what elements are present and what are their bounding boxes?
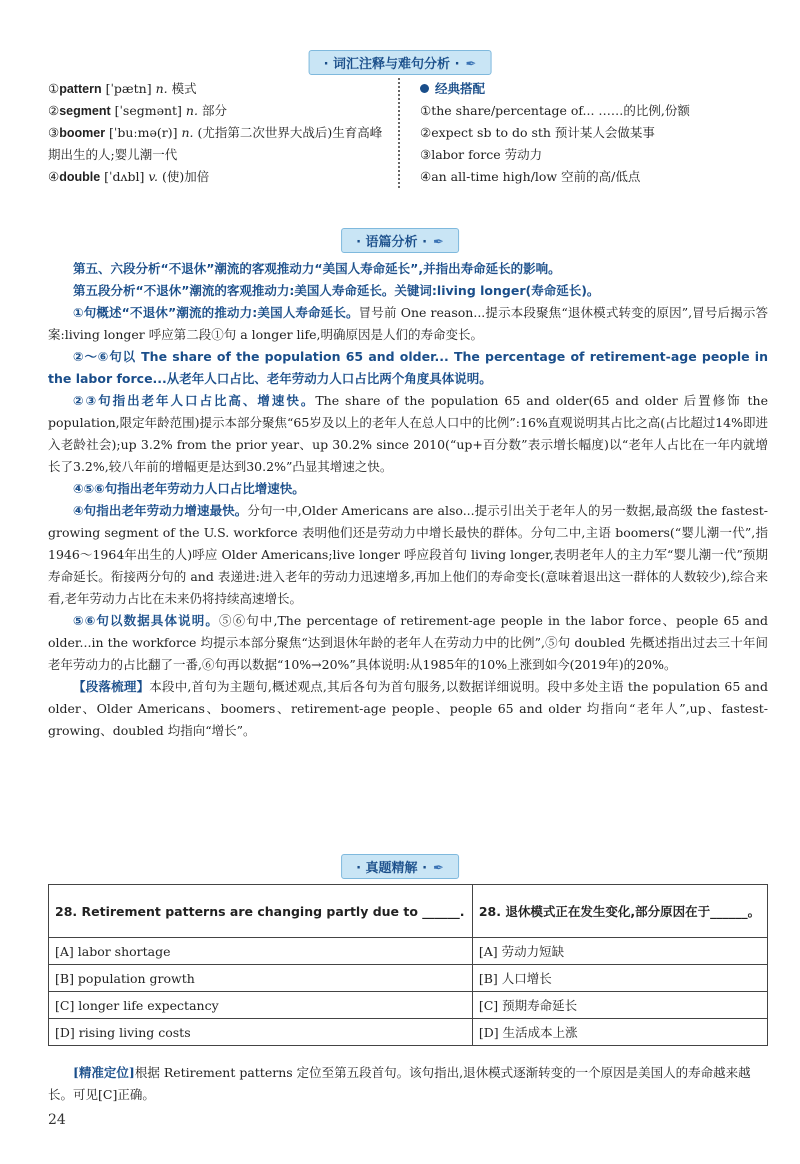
- question-table: [48, 884, 768, 1046]
- paragraph-summary: 【段落梳理】本段中,首句为主题句,概述观点,其后各句为首句服务,以数据详细说明。段中多处主语 the population 65 and older、Older Americans、boomers、retirement-age people、people 65 and older 均指向“老年人”,up、fastest-growing、doubled 均指向“增长”。: [48, 679, 768, 738]
- option-zh: [C] 预期寿命延长: [472, 992, 767, 1019]
- option-row: [49, 992, 768, 1019]
- analysis-paragraph: ④⑤⑥句指出老年劳动力人口占比增速快。: [73, 481, 305, 496]
- vocab-item: ④double [ˈdʌbl] v. (使)加倍: [48, 169, 210, 184]
- option-row: [49, 965, 768, 992]
- option-zh: [B] 人口增长: [472, 965, 767, 992]
- locate-body: 根据 Retirement patterns 定位至第五段首句。该句指出,退休模式逐渐转变的一个原因是美国人的寿命越来越长。可见[C]正确。: [48, 1065, 751, 1102]
- option-row: [49, 938, 768, 965]
- vocab-item: ③boomer [ˈbuːmə(r)] n. (尤指第二次世界大战后)生育高峰期出生的人;婴儿潮一代: [48, 125, 383, 162]
- option-zh: [D] 生活成本上涨: [472, 1019, 767, 1046]
- vocab-banner: [309, 50, 492, 75]
- analysis-paragraph: ④句指出老年劳动力增速最快。分句一中,Older Americans are also...提示引出关于老年人的另一数据,最高级 the fastest-growing segment of the U.S. workforce 表明他们还是劳动力中增长最快的群体。分句二中,主语 boomers(“婴儿潮一代”,指1946～1964年出生的人)呼应 Older Americans;live longer 呼应段首句 living longer,表明老年人的主力军“婴儿潮一代”预期寿命延长。衔接两分句的 and 表递进:进入老年的劳动力迅速增多,再加上他们的寿命变长(意味着退出这一群体的人数较少),综合来看,老年劳动力占比在未来仍将持续高速增长。: [48, 503, 768, 606]
- option-en: [D] rising living costs: [49, 1019, 473, 1046]
- discourse-banner-label: · 语篇分析 ·: [356, 235, 428, 250]
- question-stem-row: [49, 885, 768, 938]
- analysis-paragraph: ②③句指出老年人口占比高、增速快。The share of the population 65 and older(65 and older 后置修饰 the population,限定年龄范围)提示本部分聚焦“65岁及以上的老年人在总人口中的比例”:16%直观说明其占比之高(占比超过14%即进入老龄社会);up 3.2% from the prior year、up 30.2% since 2010(“up+百分数”表示增长幅度)以“老年人占比在一年内就增长了3.2%,较八年前的增幅更是达到30.2%”凸显其增速之快。: [48, 393, 768, 474]
- analysis-paragraph: ②～⑥句以 The share of the population 65 and older... The percentage of retirement-age people in the labor force...从老年人口占比、老年劳动力人口占比两个角度具体说明。: [48, 349, 768, 386]
- pen-icon: ✒: [465, 57, 477, 72]
- collocation-item: ③labor force 劳动力: [420, 147, 543, 162]
- vocab-list: [48, 78, 388, 188]
- option-en: [A] labor shortage: [49, 938, 473, 965]
- answer-location: [48, 1062, 768, 1106]
- question-stem-en: 28. Retirement patterns are changing partly due to ______.: [49, 885, 473, 938]
- discourse-analysis: [48, 258, 768, 742]
- analysis-line: 第五、六段分析“不退休”潮流的客观推动力“美国人寿命延长”,并指出寿命延长的影响。: [73, 261, 561, 276]
- column-divider: [398, 78, 410, 188]
- locate-tag: [精准定位]: [73, 1065, 135, 1080]
- question-banner: [341, 854, 459, 879]
- collocation-item: ①the share/percentage of... ……的比例,份额: [420, 103, 690, 118]
- analysis-line: 第五段分析“不退休”潮流的客观推动力:美国人寿命延长。关键词:living longer(寿命延长)。: [73, 283, 600, 298]
- option-zh: [A] 劳动力短缺: [472, 938, 767, 965]
- pen-icon: ✒: [433, 235, 444, 250]
- pen-icon: ✒: [433, 861, 444, 876]
- option-en: [C] longer life expectancy: [49, 992, 473, 1019]
- page-number: 24: [48, 1112, 66, 1128]
- vocab-banner-label: · 词汇注释与难句分析 ·: [323, 57, 460, 72]
- analysis-paragraph: ⑤⑥句以数据具体说明。⑤⑥句中,The percentage of retirement-age people in the labor force、people 65 and older...in the workforce 均提示本部分聚焦“达到退休年龄的老年人在劳动力中的比例”,⑤句 doubled 先概述指出过去三十年间老年劳动力的占比翻了一番,⑥句再以数据“10%→20%”具体说明:从1985年的10%上涨到如今(2019年)的20%。: [48, 613, 768, 672]
- vocab-item: ①pattern [ˈpætn] n. 模式: [48, 81, 197, 96]
- collocation-item: ④an all-time high/low 空前的高/低点: [420, 169, 641, 184]
- question-stem-zh: 28. 退休模式正在发生变化,部分原因在于______。: [472, 885, 767, 938]
- vocab-item: ②segment [ˈsegmənt] n. 部分: [48, 103, 227, 118]
- bullet-icon: [420, 84, 429, 93]
- collocation-item: ②expect sb to do sth 预计某人会做某事: [420, 125, 655, 140]
- collocation-list: [420, 78, 760, 188]
- option-en: [B] population growth: [49, 965, 473, 992]
- collocation-heading: 经典搭配: [420, 78, 760, 100]
- discourse-banner: [341, 228, 459, 253]
- option-row: [49, 1019, 768, 1046]
- question-banner-label: · 真题精解 ·: [356, 861, 428, 876]
- analysis-paragraph: ①句概述“不退休”潮流的推动力:美国人寿命延长。冒号前 One reason...提示本段聚焦“退休模式转变的原因”,冒号后揭示答案:living longer 呼应第二段①句 a longer life,明确原因是人们的寿命变长。: [48, 305, 768, 342]
